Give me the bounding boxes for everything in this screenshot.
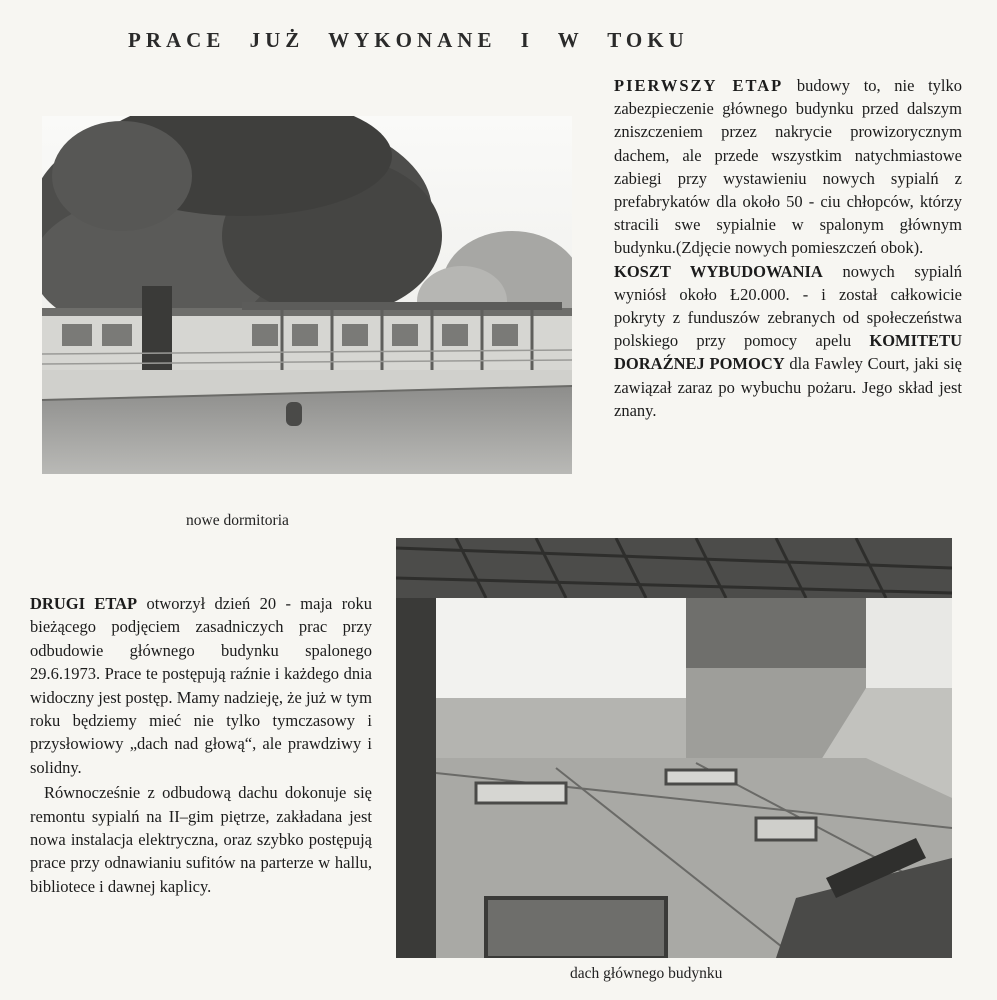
roof-photo bbox=[396, 538, 952, 958]
cost-label: KOSZT WYBUDOWANIA bbox=[614, 261, 823, 281]
cost-body: nowych sypialń wyniósł około Ł20.000. - i został całkowicie pokryty z funduszów zebranych od społeczeństwa polskiego przy pomocy apelu bbox=[614, 261, 963, 351]
committee-name: KOMITETU DORAŹNEJ POMOCY bbox=[614, 331, 962, 374]
cost-paragraph bbox=[614, 260, 962, 422]
page-title: PRACE JUŻ WYKONANE I W TOKU bbox=[128, 28, 689, 52]
roof-caption: dach głównego budynku bbox=[570, 965, 723, 982]
stage-one-paragraph bbox=[614, 74, 962, 260]
stage-one-body: budowy to, nie tylko zabezpieczenie głównego budynku przed dalszym zniszczeniem przez nakrycie prowizorycznym dachem, ale przede wszystkim natychmiastowe zabiegi przy wystawieniu nowych sypialń z prefabrykatów dla około 50 - ciu chłopców, którzy stracili swe sypialnie w spalonym głównym budynku.(Zdjęcie nowych pomieszczeń obok). bbox=[614, 76, 963, 258]
stage-two-label: DRUGI ETAP bbox=[30, 594, 138, 613]
stage-two-body: otworzył dzień 20 - maja roku bieżącego podjęciem zasadniczych prac przy odbudowie głównego budynku spalonego 29.6.1973. Prace te postępują raźnie i każdego dnia widoczny jest postęp. Mamy nadzieję, że już w tym roku będziemy mieć nie tylko tymczasowy i przysłowiowy „dach nad głową“, ale prawdziwy i solidny. bbox=[30, 594, 372, 777]
dormitories-photo bbox=[42, 116, 572, 474]
dormitories-caption: nowe dormitoria bbox=[186, 512, 289, 529]
stage-one-text bbox=[614, 74, 962, 422]
stage-two-text bbox=[30, 592, 372, 898]
cost-body-end: dla Fawley Court, jaki się zawiązał zaraz po wybuchu pożaru. Jego skład jest znany. bbox=[614, 354, 962, 420]
stage-two-paragraph bbox=[30, 592, 372, 779]
renovation-paragraph: Równocześnie z odbudową dachu dokonuje się remontu sypialń na II–gim piętrze, zakładana jest nowa instalacja elektryczna, oraz szybko postępują prace przy odnawianiu sufitów na parterze w hallu, bibliotece i dawnej kaplicy. bbox=[30, 783, 372, 896]
stage-one-label: PIERWSZY ETAP bbox=[614, 76, 784, 95]
